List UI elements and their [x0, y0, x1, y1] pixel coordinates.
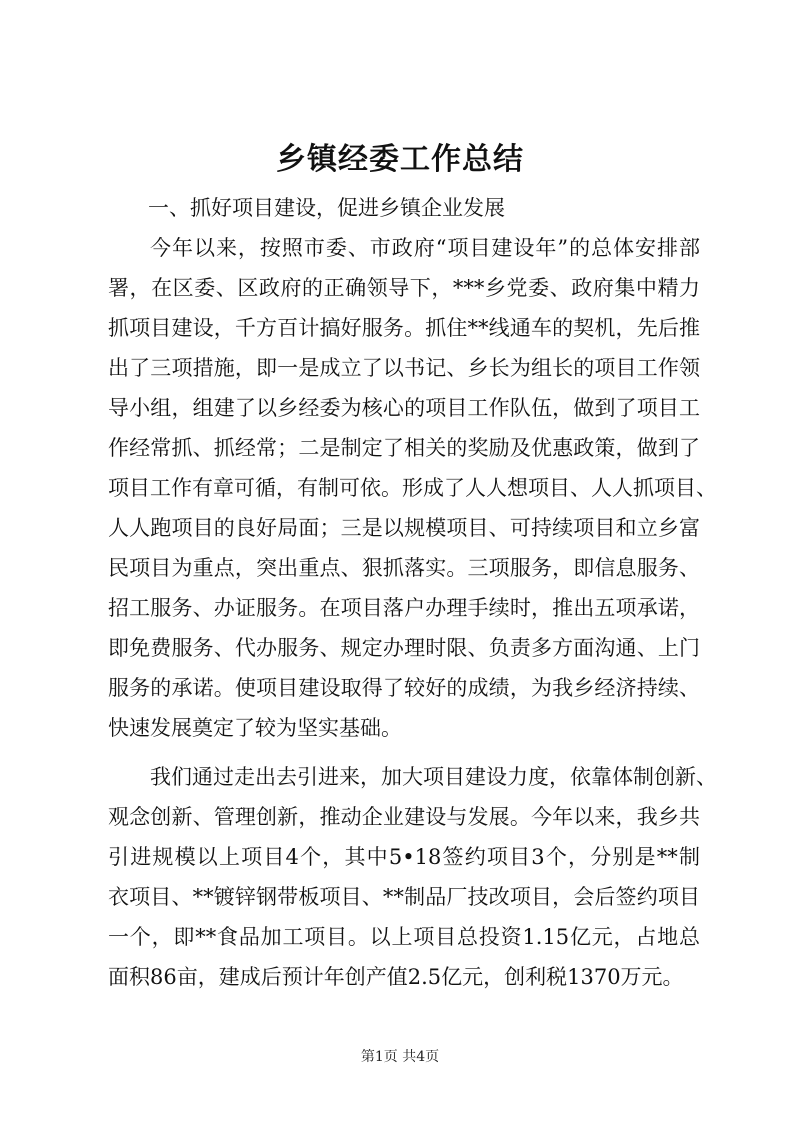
paragraph-line: 观念创新、管理创新，推动企业建设与发展。今年以来，我乡共 — [108, 805, 700, 829]
paragraph-line: 民项目为重点，突出重点、狠抓落实。三项服务，即信息服务、 — [108, 556, 700, 580]
paragraph-line: 导小组，组建了以乡经委为核心的项目工作队伍，做到了项目工 — [108, 396, 700, 420]
paragraph-line: 面积86亩，建成后预计年创产值2.5亿元，创利税1370万元。 — [108, 965, 684, 989]
paragraph-2 — [108, 757, 717, 997]
paragraph-line: 一个，即**食品加工项目。以上项目总投资1.15亿元，占地总 — [108, 925, 700, 949]
paragraph-line: 今年以来，按照市委、市政府“项目建设年”的总体安排部 — [150, 236, 700, 260]
paragraph-line: 署，在区委、区政府的正确领导下，***乡党委、政府集中精力 — [108, 276, 700, 300]
paragraph-1 — [108, 228, 717, 748]
section-heading: 一、抓好项目建设，促进乡镇企业发展 — [148, 196, 505, 220]
paragraph-line: 作经常抓、抓经常；二是制定了相关的奖励及优惠政策，做到了 — [108, 436, 700, 460]
document-title: 乡镇经委工作总结 — [276, 142, 524, 177]
paragraph-line: 引进规模以上项目4个，其中5•18签约项目3个，分别是**制 — [108, 845, 700, 869]
paragraph-line: 出了三项措施，即一是成立了以书记、乡长为组长的项目工作领 — [108, 356, 700, 380]
paragraph-line: 人人跑项目的良好局面；三是以规模项目、可持续项目和立乡富 — [108, 516, 700, 540]
page-footer: 第1页 共4页 — [360, 1049, 440, 1065]
paragraph-line: 快速发展奠定了较为坚实基础。 — [108, 716, 402, 740]
paragraph-line: 招工服务、办证服务。在项目落户办理手续时，推出五项承诺， — [108, 596, 700, 620]
paragraph-line: 我们通过走出去引进来，加大项目建设力度，依靠体制创新、 — [150, 765, 717, 789]
paragraph-line: 衣项目、**镀锌钢带板项目、**制品厂技改项目，会后签约项目 — [108, 885, 700, 909]
paragraph-line: 项目工作有章可循，有制可依。形成了人人想项目、人人抓项目、 — [108, 476, 717, 500]
paragraph-line: 抓项目建设，千方百计搞好服务。抓住**线通车的契机，先后推 — [108, 316, 700, 340]
paragraph-line: 服务的承诺。使项目建设取得了较好的成绩，为我乡经济持续、 — [108, 676, 700, 700]
paragraph-line: 即免费服务、代办服务、规定办理时限、负责多方面沟通、上门 — [108, 636, 700, 660]
